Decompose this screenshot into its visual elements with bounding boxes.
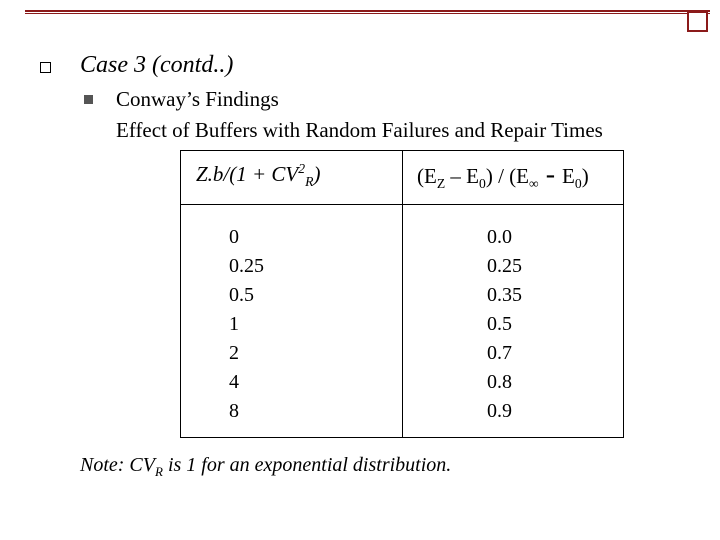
table-cell: 4 xyxy=(229,371,239,393)
footnote: Note: $CV_R$ is 1 for an exponential distribution. xyxy=(80,454,452,479)
table-cell: 0.25 xyxy=(487,255,522,277)
table-column-separator xyxy=(402,151,403,437)
table-cell: 2 xyxy=(229,342,239,364)
slide-header-decoration xyxy=(0,0,720,36)
slide-title: Case 3 (contd..) xyxy=(80,52,234,78)
table-header-col2: $(E_Z - E_0) / (E_\infty - E_0)$ xyxy=(417,159,589,192)
table-header-col1: $Z.b/(1 + CV^2_R)$ xyxy=(196,161,321,190)
table-cell: 0.5 xyxy=(229,284,254,306)
header-square-icon xyxy=(687,11,708,32)
header-rule-thin xyxy=(25,13,710,14)
table-cell: 0.7 xyxy=(487,342,512,364)
table-col1-values xyxy=(229,223,264,426)
table-cell: 1 xyxy=(229,313,239,335)
table-cell: 0.9 xyxy=(487,400,512,422)
table-cell: 0 xyxy=(229,226,239,248)
table-cell: 0.25 xyxy=(229,255,264,277)
table-cell: 8 xyxy=(229,400,239,422)
sub-description-text: Effect of Buffers with Random Failures and Repair Times xyxy=(116,118,603,142)
table-cell: 0.8 xyxy=(487,371,512,393)
table-cell: 0.35 xyxy=(487,284,522,306)
buffer-effect-table xyxy=(180,150,624,438)
hollow-square-bullet-icon xyxy=(40,62,51,73)
table-cell: 0.5 xyxy=(487,313,512,335)
filled-square-bullet-icon xyxy=(84,95,93,104)
sub-bullet-text: Conway’s Findings xyxy=(116,87,279,111)
table-cell: 0.0 xyxy=(487,226,512,248)
header-rule-thick xyxy=(25,10,710,12)
table-col2-values xyxy=(487,223,522,426)
